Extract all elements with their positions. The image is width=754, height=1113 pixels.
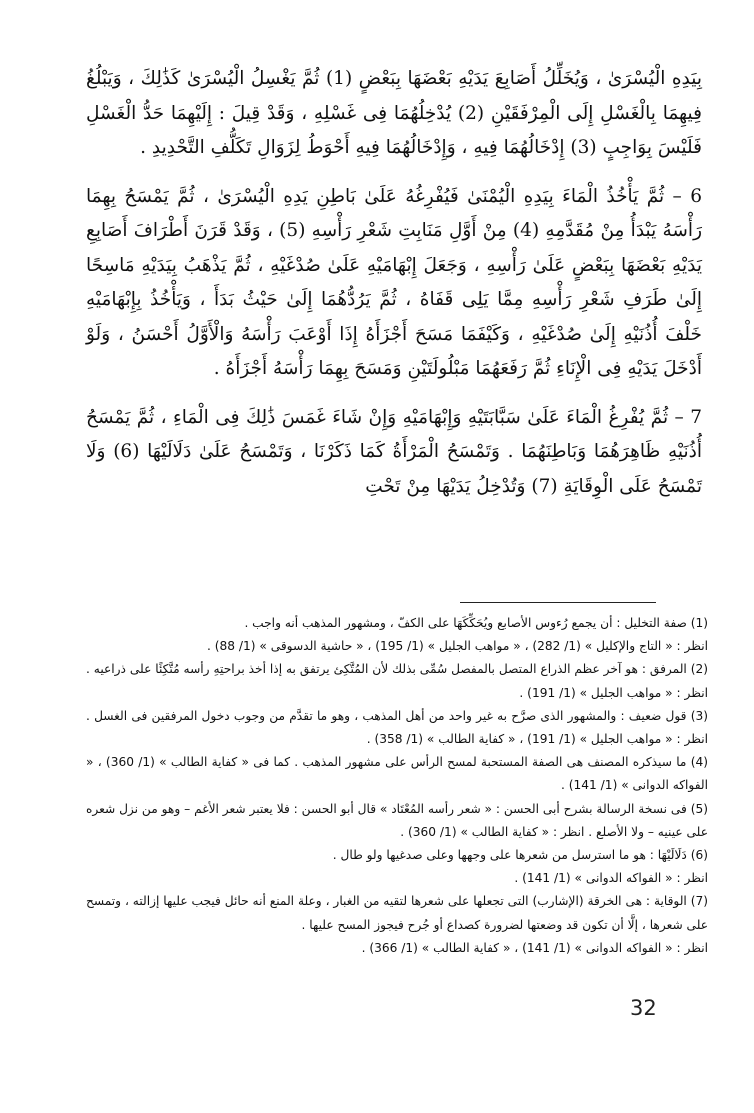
main-text <box>86 62 702 504</box>
paragraph-6: 6 – ثُمَّ يَأْخُذُ الْمَاءَ بِيَدِهِ الْيُمْنَىٰ فَيُفْرِغُهُ عَلَىٰ بَاطِنِ يَدِهِ الْيُسْرَىٰ ، ثُمَّ يَمْسَحُ بِهِمَا رَأْسَهُ يَبْدَأُ مِنْ مُقَدَّمِهِ (4) مِنْ أَوَّلِ مَنَابِتِ شَعْرِ رَأْسِهِ (5) ، وَقَدْ قَرَنَ أَطْرَافَ أَصَابِعِ يَدَيْهِ بَعْضَهَا بِبَعْضٍ عَلَىٰ رَأْسِهِ ، وَجَعَلَ إِبْهَامَيْهِ عَلَىٰ صُدْغَيْهِ ، ثُمَّ يَذْهَبُ بِيَدَيْهِ مَاسِحًا إِلَىٰ طَرَفِ شَعْرِ رَأْسِهِ مِمَّا يَلِى قَفَاهُ ، ثُمَّ يَرُدُّهُمَا إِلَىٰ حَيْثُ بَدَأَ ، وَيَأْخُذُ بِإِبْهَامَيْهِ خَلْفَ أُذُنَيْهِ إِلَىٰ صُدْغَيْهِ ، وَكَيْفَمَا مَسَحَ أَجْزَأَهُ إِذَا أَوْعَبَ رَأْسَهُ وَالْأَوَّلُ أَحْسَنُ ، وَلَوْ أَدْخَلَ يَدَيْهِ فِى الْإِنَاءِ ثُمَّ رَفَعَهُمَا مَبْلُولَتَيْنِ وَمَسَحَ بِهِمَا رَأْسَهُ أَجْزَأَهُ . <box>86 185 702 379</box>
footnote-7-ref: انظر : « الفواكه الدوانى » (1/ 141) ، « كفاية الطالب » (1/ 366) . <box>361 940 708 955</box>
footnotes <box>86 612 708 960</box>
paragraph-continuation: بِيَدِهِ الْيُسْرَىٰ ، وَيُخَلِّلُ أَصَابِعَ يَدَيْهِ بَعْضَهَا بِبَعْضٍ (1) ثُمَّ يَغْسِلُ الْيُسْرَىٰ كَذَٰلِكَ ، وَيَبْلُغُ فِيهِمَا بِالْغَسْلِ إِلَى الْمِرْفَقَيْنِ (2) يُدْخِلُهُمَا فِى غَسْلِهِ ، وَقَدْ قِيلَ : إِلَيْهِمَا حَدُّ الْغَسْلِ فَلَيْسَ بِوَاجِبٍ (3) إِدْخَالُهُمَا فِيهِ ، وَإِدْخَالُهُمَا فِيهِ أَحْوَطُ لِزَوَالِ تَكَلُّفِ التَّحْدِيدِ . <box>86 68 702 158</box>
footnote-3: (3) قول ضعيف : والمشهور الذى صرَّح به غير واحد من أهل المذهب ، وهو ما تقدَّم من وجوب دخول المرفقين فى الغسل . انظر : « مواهب الجليل » (1/ 191) ، « كفاية الطالب » (1/ 358) . <box>86 708 708 747</box>
footnote-4: (4) ما سيذكره المصنف هى الصفة المستحبة لمسح الرأس على مشهور المذهب . كما فى « كفاية الطالب » (1/ 360) ، « الفواكه الدوانى » (1/ 141) . <box>86 755 708 793</box>
paragraph-7: 7 – ثُمَّ يُفْرِغُ الْمَاءَ عَلَىٰ سَبَّابَتَيْهِ وَإِبْهَامَيْهِ وَإِنْ شَاءَ غَمَسَ ذَٰلِكَ فِى الْمَاءِ ، ثُمَّ يَمْسَحُ أُذُنَيْهِ ظَاهِرَهُمَا وَبَاطِنَهُمَا . وَتَمْسَحُ الْمَرْأَةُ كَمَا ذَكَرْنَا ، وَتَمْسَحُ عَلَىٰ دَلَالَيْهَا (6) وَلَا تَمْسَحُ عَلَى الْوِقَايَةِ (7) وَتُدْخِلُ يَدَيْهَا مِنْ تَحْتِ <box>86 406 702 497</box>
footnote-divider <box>460 602 656 603</box>
footnote-1-ref: انظر : « التاج والإكليل » (1/ 282) ، « مواهب الجليل » (1/ 195) ، « حاشية الدسوقى » (1/ 88) . <box>206 639 708 654</box>
footnote-6: (6) دَلَالَيْهَا : هو ما استرسل من شعرها على وجهها وعلى صدغيها ولو طال . <box>332 848 708 863</box>
footnote-1: (1) صفة التخليل : أن يجمع رُءوس الأصابع ويُحَكِّكَهَا على الكفّ ، ومشهور المذهب أنه واجب . <box>244 616 708 630</box>
page-number: 32 <box>630 996 657 1020</box>
footnote-7: (7) الوقاية : هى الخرقة (الإشارب) التى تجعلها على شعرها لتقيه من الغبار ، وعلة المنع أنه حائل فيجب عليها إزالته ، وتمسح على شعرها ، إلَّا أن تكون قد وضعتها لضرورة كصداع أو جُرح فيجوز المسح عليها . <box>86 894 708 932</box>
footnote-2: (2) المرفق : هو آخر عظم الذراع المتصل بالمفصل سُمِّى بذلك لأن المُتَّكِئ يرتفق به إذا أخذ براحتِهِ رأسه مُتَّكِئًا على ذراعيه . انظر : « مواهب الجليل » (1/ 191) . <box>86 662 708 700</box>
footnote-5: (5) فى نسخة الرسالة بشرح أبى الحسن : « شعر رأسه المُعْتَاد » قال أبو الحسن : فلا يعتبر شعر الأغم – وهو من نزل شعره على عينيه – ولا الأصلع . انظر : « كفاية الطالب » (1/ 360) . <box>86 801 708 839</box>
footnote-6-ref: انظر : « الفواكه الدوانى » (1/ 141) . <box>514 871 708 886</box>
